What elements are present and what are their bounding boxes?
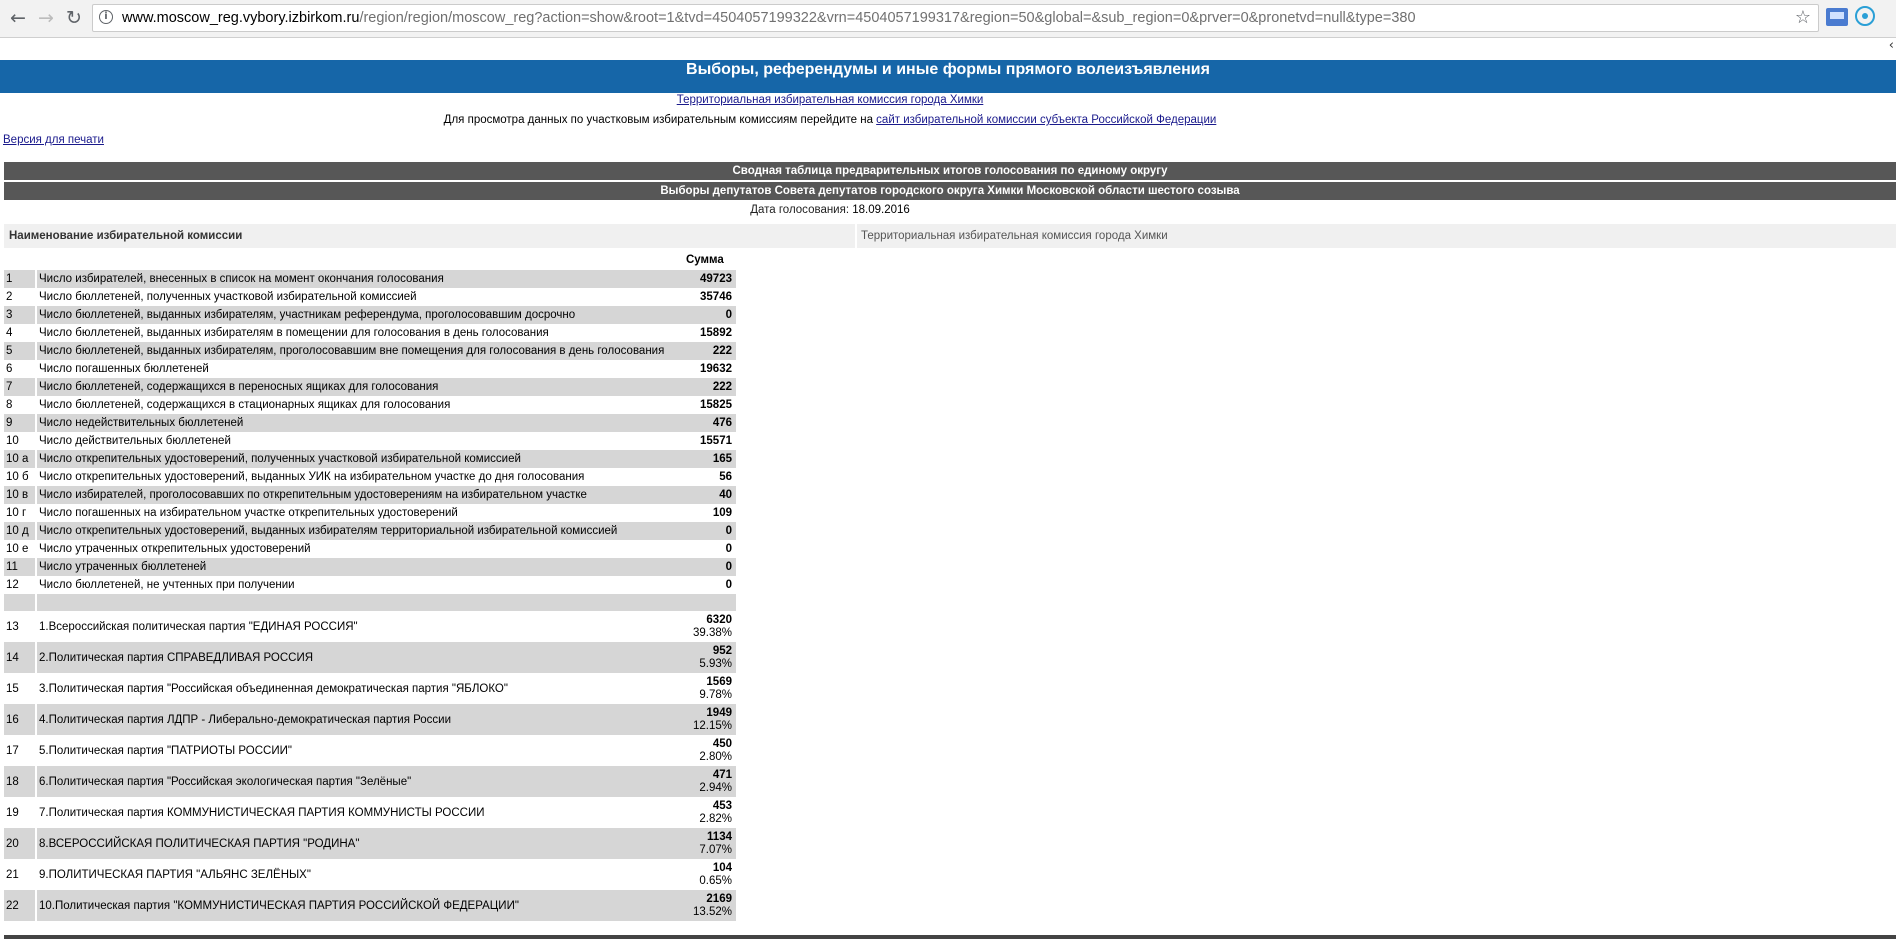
party-row [4,828,736,859]
party-row [4,797,736,828]
party-percent: 13.52% [692,906,732,918]
row-label: Число избирателей, проголосовавших по открепительным удостоверениям на избирательном участке [36,486,686,504]
table-row [4,288,736,306]
party-name: 6.Политическая партия "Российская экологическая партия "Зелёные" [36,766,686,797]
row-number: 2 [4,288,36,306]
row-label: Число погашенных на избирательном участке открепительных удостоверений [39,507,458,519]
party-votes: 471 [712,769,732,781]
subject-commission-link[interactable]: сайт избирательной комиссии субъекта Российской Федерации [876,114,1217,126]
row-number: 9 [4,414,36,432]
party-votes: 1134 [707,831,732,843]
address-bar[interactable] [92,4,1819,32]
party-votes: 2169 [706,893,732,905]
party-row [4,704,736,735]
party-result [686,611,736,642]
row-label: Число погашенных бюллетеней [39,363,209,375]
print-version-link[interactable]: Версия для печати [3,134,104,146]
vote-date-value: 18.09.2016 [852,204,910,216]
row-number: 8 [4,396,36,414]
table-row [4,468,736,486]
party-percent: 39.38% [692,627,732,639]
row-label: Число утраченных бюллетеней [36,558,686,576]
vote-date-label: Дата голосования: [750,204,850,216]
back-icon[interactable]: ← [10,7,26,29]
row-value: 222 [686,342,736,360]
table-row [4,522,736,540]
table-row [4,558,736,576]
party-name: 7.Политическая партия КОММУНИСТИЧЕСКАЯ ПАРТИЯ КОММУНИСТЫ РОССИИ [39,806,485,819]
row-number: 17 [4,735,36,766]
row-number: 19 [4,797,36,828]
row-label: Число открепительных удостоверений, выданных УИК на избирательном участке до дня голосования [39,471,585,483]
row-number: 13 [4,611,36,642]
chevron-left-icon[interactable]: ‹ [1888,38,1894,53]
row-number: 10 б [4,468,36,486]
row-number: 18 [4,766,36,797]
row-number: 14 [4,642,36,673]
row-label: Число бюллетеней, выданных избирателям, проголосовавшим вне помещения для голосования в день голосования [36,342,686,360]
info-icon[interactable]: i [99,10,113,24]
note-text: Для просмотра данных по участковым избирательным комиссиям перейдите на [443,114,873,126]
row-label: Число бюллетеней, содержащихся в стационарных ящиках для голосования [39,399,451,411]
row-label: Число действительных бюллетеней [39,435,231,447]
party-votes: 952 [712,645,732,657]
party-result [686,828,736,859]
row-label: Число недействительных бюллетеней [36,414,686,432]
row-number: 6 [4,360,36,378]
table-row [4,540,736,558]
row-number: 11 [4,558,36,576]
party-percent: 7.07% [699,844,732,856]
tik-link[interactable]: Территориальная избирательная комиссия города Химки [676,94,984,106]
row-number: 4 [4,324,36,342]
party-votes: 1569 [706,676,732,688]
row-number: 10 г [4,504,36,522]
party-row [4,673,736,704]
row-value: 0 [686,306,736,324]
row-number: 10 а [4,450,36,468]
row-value: 15892 [700,327,732,339]
row-value: 56 [719,471,732,483]
party-percent: 0.65% [699,875,732,887]
party-row [4,766,736,797]
commission-name: Территориальная избирательная комиссия города Химки [861,230,1168,242]
empty-cell [4,594,36,611]
table-row [4,396,736,414]
election-title: Выборы депутатов Совета депутатов городского округа Химки Московской области шестого созыва [4,182,1896,200]
row-label: Число бюллетеней, выданных избирателям, участникам референдума, проголосовавшим досрочно [36,306,686,324]
url-text [122,10,1416,26]
party-votes: 450 [712,738,732,750]
row-number: 10 в [4,486,36,504]
commission-header: Наименование избирательной комиссии [9,230,243,242]
party-percent: 12.15% [692,720,732,732]
party-result [686,642,736,673]
row-number: 5 [4,342,36,360]
party-row [4,611,736,642]
table-row [4,486,736,504]
table-row [4,450,736,468]
summary-title: Сводная таблица предварительных итогов голосования по единому округу [4,162,1896,180]
row-number: 21 [4,859,36,890]
party-result [686,735,736,766]
table-row [4,576,736,594]
row-number: 3 [4,306,36,324]
party-name: 8.ВСЕРОССИЙСКАЯ ПОЛИТИЧЕСКАЯ ПАРТИЯ "РОДИНА" [36,828,686,859]
row-value: 15571 [700,435,732,447]
party-name: 3.Политическая партия "Российская объединенная демократическая партия "ЯБЛОКО" [39,682,508,695]
browser-toolbar [0,0,1896,38]
party-result [686,766,736,797]
row-value: 19632 [700,363,732,375]
party-result [686,797,736,828]
row-label: Число избирателей, внесенных в список на момент окончания голосования [36,270,686,288]
row-value: 0 [725,579,732,591]
extension-icon[interactable] [1826,8,1848,26]
party-row [4,859,736,890]
party-name: 10.Политическая партия "КОММУНИСТИЧЕСКАЯ ПАРТИЯ РОССИЙСКОЙ ФЕДЕРАЦИИ" [36,890,686,921]
row-label: Число бюллетеней, содержащихся в переносных ящиках для голосования [36,378,686,396]
party-row [4,735,736,766]
row-number: 20 [4,828,36,859]
forward-icon[interactable]: → [38,7,54,29]
table-row [4,378,736,396]
party-votes: 453 [712,800,732,812]
extension-icon[interactable] [1855,6,1875,26]
row-number: 7 [4,378,36,396]
party-votes: 6320 [706,614,732,626]
separator-row [4,594,736,611]
party-percent: 5.93% [699,658,732,670]
table-row [4,324,736,342]
divider [855,224,857,248]
party-row [4,642,736,673]
sum-column-header: Сумма [686,254,724,266]
url-path: /region/region/moscow_reg?action=show&root=1&tvd=4504057199322&vrn=4504057199317&region=50&global=&sub_region=0&prver=0&pronetvd=null&type=380 [359,10,1416,26]
party-name: 9.ПОЛИТИЧЕСКАЯ ПАРТИЯ "АЛЬЯНС ЗЕЛЁНЫХ" [39,868,311,881]
row-label: Число открепительных удостоверений, выданных избирателям территориальной избирательной комиссией [36,522,686,540]
row-number: 15 [4,673,36,704]
table-row [4,306,736,324]
table-row [4,270,736,288]
commission-row [4,224,1896,248]
row-number: 1 [4,270,36,288]
row-value: 222 [686,378,736,396]
tik-link-line [0,94,1660,106]
table-row [4,504,736,522]
party-row [4,890,736,921]
row-number: 16 [4,704,36,735]
table-row [4,360,736,378]
row-number: 12 [4,576,36,594]
empty-cell [36,594,686,611]
party-votes: 104 [712,862,732,874]
row-number: 10 [4,432,36,450]
row-number: 22 [4,890,36,921]
divider [4,935,1896,939]
results-table [4,270,737,921]
row-label: Число бюллетеней, полученных участковой избирательной комиссией [39,291,417,303]
subject-note [0,114,1660,126]
url-host: www.moscow_reg.vybory.izbirkom.ru [122,10,360,26]
row-number: 10 е [4,540,36,558]
table-row [4,342,736,360]
row-value: 0 [725,543,732,555]
row-label: Число бюллетеней, не учтенных при получении [39,579,295,591]
party-percent: 2.94% [699,782,732,794]
empty-cell [686,594,736,611]
row-value: 0 [686,522,736,540]
row-number: 10 д [4,522,36,540]
party-name: 2.Политическая партия СПРАВЕДЛИВАЯ РОССИЯ [36,642,686,673]
party-name: 5.Политическая партия "ПАТРИОТЫ РОССИИ" [39,744,292,757]
row-value: 15825 [700,399,732,411]
party-result [686,704,736,735]
table-row [4,414,736,432]
table-row [4,432,736,450]
vote-date [0,204,1660,216]
party-percent: 2.80% [699,751,732,763]
page-header-band [0,60,1896,93]
party-name: 1.Всероссийская политическая партия "ЕДИНАЯ РОССИЯ" [39,620,358,633]
row-value: 35746 [700,291,732,303]
row-value: 476 [686,414,736,432]
row-value: 0 [686,558,736,576]
party-result [686,859,736,890]
row-value: 109 [712,507,732,519]
page-title: Выборы, референдумы и иные формы прямого волеизъявления [686,61,1210,78]
party-votes: 1949 [706,707,732,719]
row-value: 165 [686,450,736,468]
row-value: 49723 [686,270,736,288]
row-label: Число открепительных удостоверений, полученных участковой избирательной комиссией [36,450,686,468]
party-result [686,673,736,704]
row-label: Число бюллетеней, выданных избирателям в помещении для голосования в день голосования [39,327,549,339]
row-value: 40 [686,486,736,504]
reload-icon[interactable]: ↻ [66,7,82,29]
party-result [686,890,736,921]
party-percent: 2.82% [699,813,732,825]
party-percent: 9.78% [699,689,732,701]
star-icon[interactable]: ☆ [1794,7,1811,28]
party-name: 4.Политическая партия ЛДПР - Либерально-демократическая партия России [36,704,686,735]
row-label: Число утраченных открепительных удостоверений [39,543,311,555]
